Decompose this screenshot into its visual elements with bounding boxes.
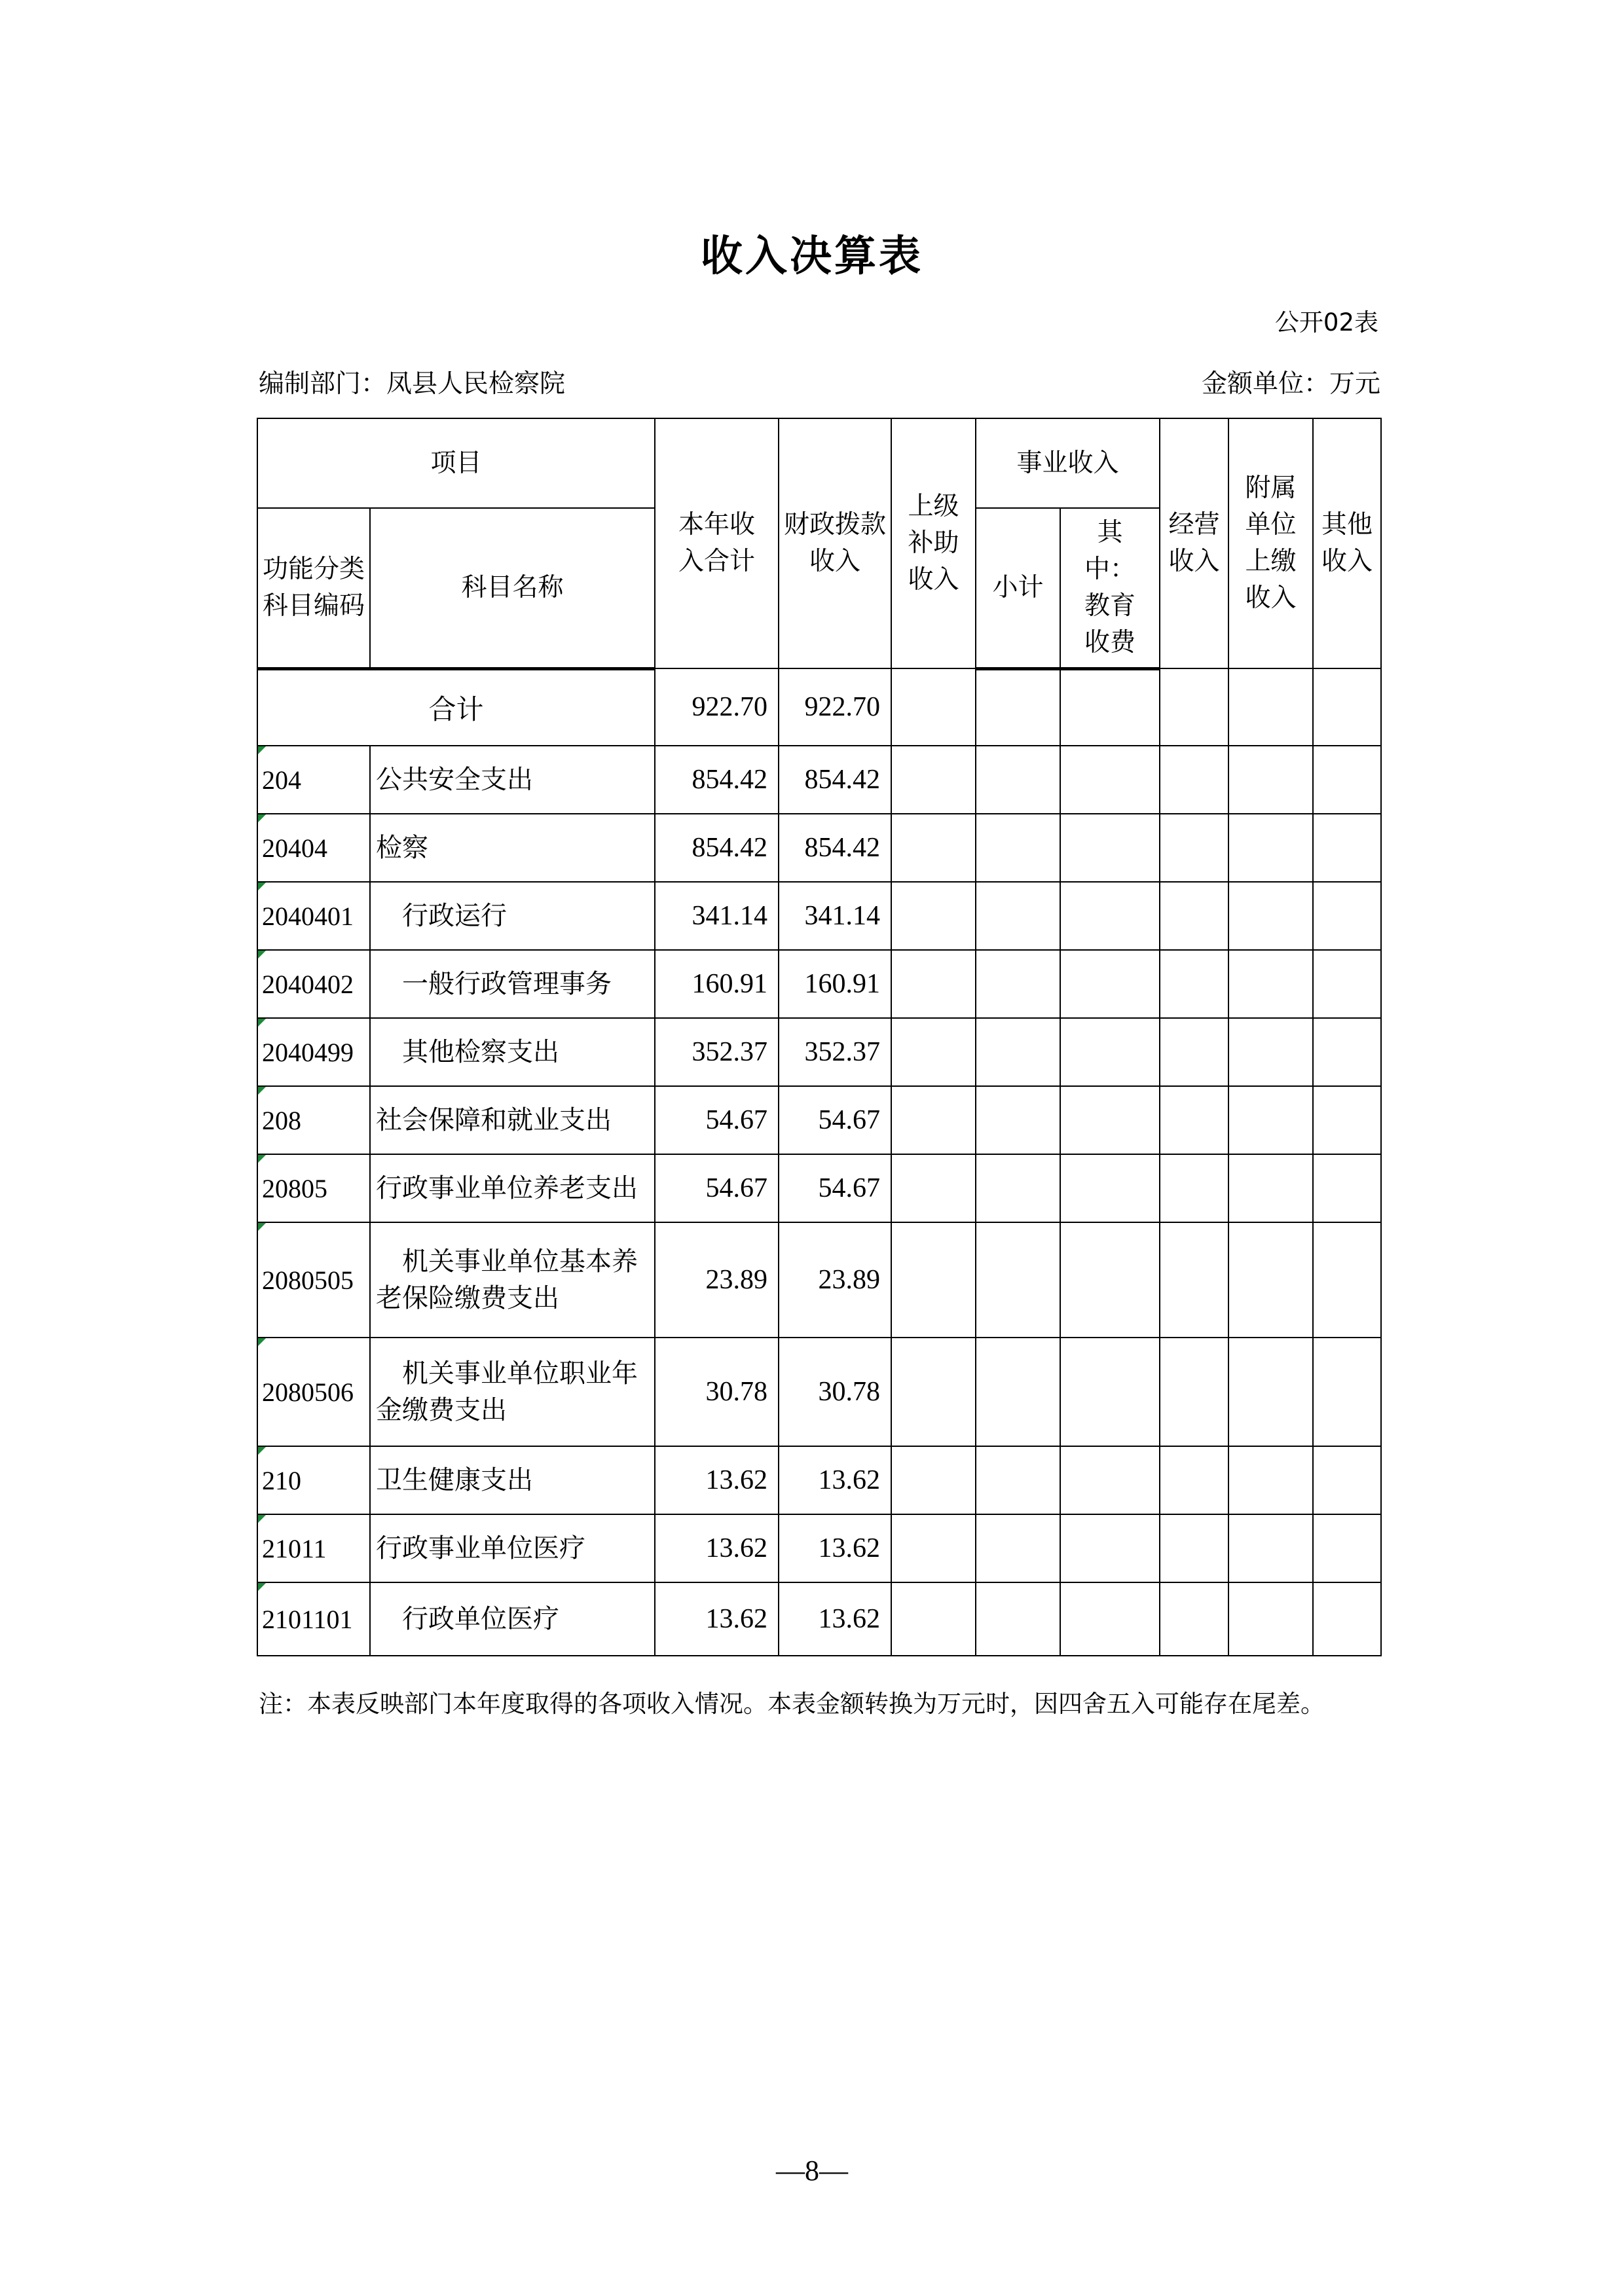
empty-cell [1228, 1154, 1313, 1222]
form-number: 公开02表 [1274, 308, 1378, 337]
empty-cell [1060, 668, 1160, 746]
empty-cell [1060, 1222, 1160, 1338]
total-cell: 352.37 [655, 1018, 779, 1086]
empty-cell [1228, 882, 1313, 950]
name-cell: 其他检察支出 [370, 1018, 655, 1086]
empty-cell [1060, 1018, 1160, 1086]
empty-cell [1313, 1222, 1381, 1338]
empty-cell [976, 1018, 1060, 1086]
empty-cell [1313, 882, 1381, 950]
empty-cell [1313, 1582, 1381, 1656]
empty-cell [1228, 668, 1313, 746]
header-other-text: 其他收入 [1321, 510, 1373, 576]
total-cell: 854.42 [655, 814, 779, 882]
fiscal-cell: 54.67 [779, 1086, 891, 1154]
fiscal-cell: 160.91 [779, 950, 891, 1018]
empty-cell [1160, 882, 1228, 950]
table-row [257, 1018, 1381, 1086]
empty-cell [1160, 1018, 1228, 1086]
name-cell: 一般行政管理事务 [370, 950, 655, 1018]
empty-cell [891, 1338, 976, 1446]
name-cell: 机关事业单位基本养老保险缴费支出 [370, 1222, 655, 1338]
header-superior-text: 上级补助收入 [908, 492, 959, 594]
header-subtotal: 小计 [976, 508, 1060, 668]
empty-cell [1228, 1582, 1313, 1656]
table-row [257, 1154, 1381, 1222]
fiscal-cell: 13.62 [779, 1446, 891, 1514]
empty-cell [1160, 950, 1228, 1018]
header-edu [1060, 508, 1160, 668]
code-cell: 204 [257, 746, 370, 814]
empty-cell [1228, 1446, 1313, 1514]
empty-cell [1228, 1222, 1313, 1338]
fiscal-cell: 854.42 [779, 746, 891, 814]
fiscal-cell: 854.42 [779, 814, 891, 882]
header-superior [891, 418, 976, 668]
income-table [257, 418, 1382, 1656]
empty-cell [976, 882, 1060, 950]
empty-cell [891, 1086, 976, 1154]
total-label: 合计 [257, 668, 655, 746]
name-cell: 社会保障和就业支出 [370, 1086, 655, 1154]
header-affiliated-text: 附属单位上缴收入 [1245, 473, 1297, 613]
empty-cell [891, 1154, 976, 1222]
table-row [257, 882, 1381, 950]
table-row [257, 950, 1381, 1018]
total-cell: 160.91 [655, 950, 779, 1018]
department-info [259, 363, 565, 400]
total-cell: 854.42 [655, 746, 779, 814]
empty-cell [891, 746, 976, 814]
fiscal-cell: 922.70 [779, 668, 891, 746]
empty-cell [1313, 668, 1381, 746]
empty-cell [1228, 1338, 1313, 1446]
code-cell: 210 [257, 1446, 370, 1514]
empty-cell [976, 1514, 1060, 1582]
empty-cell [1313, 1514, 1381, 1582]
code-cell: 2040402 [257, 950, 370, 1018]
empty-cell [976, 1086, 1060, 1154]
empty-cell [1160, 814, 1228, 882]
table-row [257, 814, 1381, 882]
header-code [257, 508, 370, 668]
header-fiscal-text: 财政拨款收入 [784, 510, 887, 576]
department-value: 凤县人民检察院 [386, 369, 566, 399]
table-row [257, 1582, 1381, 1656]
name-cell: 行政事业单位养老支出 [370, 1154, 655, 1222]
amount-unit-value: 万元 [1329, 369, 1380, 399]
table-row [257, 1446, 1381, 1514]
code-cell: 21011 [257, 1514, 370, 1582]
amount-unit-info [1202, 363, 1380, 400]
total-cell: 54.67 [655, 1086, 779, 1154]
header-fiscal [779, 418, 891, 668]
name-cell: 公共安全支出 [370, 746, 655, 814]
table-row [257, 1514, 1381, 1582]
empty-cell [1160, 1086, 1228, 1154]
code-cell: 2040499 [257, 1018, 370, 1086]
fiscal-cell: 13.62 [779, 1514, 891, 1582]
empty-cell [976, 814, 1060, 882]
empty-cell [1160, 1154, 1228, 1222]
page-number: —8— [776, 2155, 848, 2187]
table-row [257, 1338, 1381, 1446]
empty-cell [976, 1222, 1060, 1338]
empty-cell [891, 1222, 976, 1338]
fiscal-cell: 352.37 [779, 1018, 891, 1086]
header-row-1 [257, 418, 1381, 508]
header-operating [1160, 418, 1228, 668]
empty-cell [1060, 1154, 1160, 1222]
empty-cell [1228, 814, 1313, 882]
empty-cell [976, 668, 1060, 746]
name-cell: 行政单位医疗 [370, 1582, 655, 1656]
empty-cell [976, 1446, 1060, 1514]
code-cell: 2080506 [257, 1338, 370, 1446]
empty-cell [891, 668, 976, 746]
total-cell: 54.67 [655, 1154, 779, 1222]
header-project: 项目 [257, 418, 655, 508]
header-business: 事业收入 [976, 418, 1160, 508]
empty-cell [1228, 1514, 1313, 1582]
empty-cell [1228, 746, 1313, 814]
code-cell: 2040401 [257, 882, 370, 950]
empty-cell [1160, 668, 1228, 746]
meta-row [259, 363, 1380, 399]
empty-cell [1060, 746, 1160, 814]
empty-cell [1160, 1582, 1228, 1656]
empty-cell [1313, 1086, 1381, 1154]
empty-cell [1313, 1446, 1381, 1514]
total-cell: 13.62 [655, 1582, 779, 1656]
code-cell: 2080505 [257, 1222, 370, 1338]
empty-cell [1160, 1338, 1228, 1446]
table-row [257, 1086, 1381, 1154]
empty-cell [1060, 1086, 1160, 1154]
total-cell: 341.14 [655, 882, 779, 950]
department-label: 编制部门 ： [259, 369, 386, 399]
empty-cell [1060, 882, 1160, 950]
empty-cell [891, 1582, 976, 1656]
header-name: 科目名称 [370, 508, 655, 668]
empty-cell [1160, 1222, 1228, 1338]
empty-cell [1060, 814, 1160, 882]
fiscal-cell: 54.67 [779, 1154, 891, 1222]
table-row [257, 746, 1381, 814]
empty-cell [976, 1582, 1060, 1656]
empty-cell [976, 746, 1060, 814]
total-row [257, 668, 1381, 746]
header-code-text: 功能分类科目编码 [262, 554, 365, 621]
total-cell: 23.89 [655, 1222, 779, 1338]
empty-cell [1313, 950, 1381, 1018]
empty-cell [1060, 950, 1160, 1018]
empty-cell [1313, 1338, 1381, 1446]
fiscal-cell: 30.78 [779, 1338, 891, 1446]
name-cell: 卫生健康支出 [370, 1446, 655, 1514]
total-cell: 13.62 [655, 1446, 779, 1514]
total-cell: 30.78 [655, 1338, 779, 1446]
empty-cell [1060, 1446, 1160, 1514]
document-title: 收入决算表 [701, 232, 923, 281]
empty-cell [1228, 1086, 1313, 1154]
empty-cell [891, 1514, 976, 1582]
amount-unit-label: 金额单位 ： [1202, 369, 1329, 399]
empty-cell [1160, 746, 1228, 814]
empty-cell [1228, 950, 1313, 1018]
empty-cell [891, 882, 976, 950]
empty-cell [1160, 1446, 1228, 1514]
name-cell: 检察 [370, 814, 655, 882]
empty-cell [891, 814, 976, 882]
header-total-text: 本年收入合计 [678, 510, 756, 576]
empty-cell [1060, 1514, 1160, 1582]
code-cell: 208 [257, 1086, 370, 1154]
name-cell: 机关事业单位职业年金缴费支出 [370, 1338, 655, 1446]
total-cell: 13.62 [655, 1514, 779, 1582]
empty-cell [1313, 746, 1381, 814]
code-cell: 2101101 [257, 1582, 370, 1656]
empty-cell [891, 1018, 976, 1086]
header-affiliated [1228, 418, 1313, 668]
empty-cell [1060, 1338, 1160, 1446]
fiscal-cell: 341.14 [779, 882, 891, 950]
total-cell: 922.70 [655, 668, 779, 746]
footnote: 注：本表反映部门本年度取得的各项收入情况。本表金额转换为万元时，因四舍五入可能存在尾差。 [259, 1690, 1325, 1718]
code-cell: 20404 [257, 814, 370, 882]
empty-cell [1228, 1018, 1313, 1086]
empty-cell [891, 1446, 976, 1514]
empty-cell [1313, 814, 1381, 882]
fiscal-cell: 13.62 [779, 1582, 891, 1656]
table-row [257, 1222, 1381, 1338]
header-operating-text: 经营收入 [1168, 510, 1220, 576]
empty-cell [1313, 1018, 1381, 1086]
code-cell: 20805 [257, 1154, 370, 1222]
header-total [655, 418, 779, 668]
header-other [1313, 418, 1381, 668]
empty-cell [1060, 1582, 1160, 1656]
header-edu-text: 其中：教育收费 [1084, 517, 1136, 657]
empty-cell [976, 1154, 1060, 1222]
name-cell: 行政运行 [370, 882, 655, 950]
fiscal-cell: 23.89 [779, 1222, 891, 1338]
empty-cell [976, 950, 1060, 1018]
empty-cell [891, 950, 976, 1018]
name-cell: 行政事业单位医疗 [370, 1514, 655, 1582]
empty-cell [1313, 1154, 1381, 1222]
empty-cell [976, 1338, 1060, 1446]
empty-cell [1160, 1514, 1228, 1582]
